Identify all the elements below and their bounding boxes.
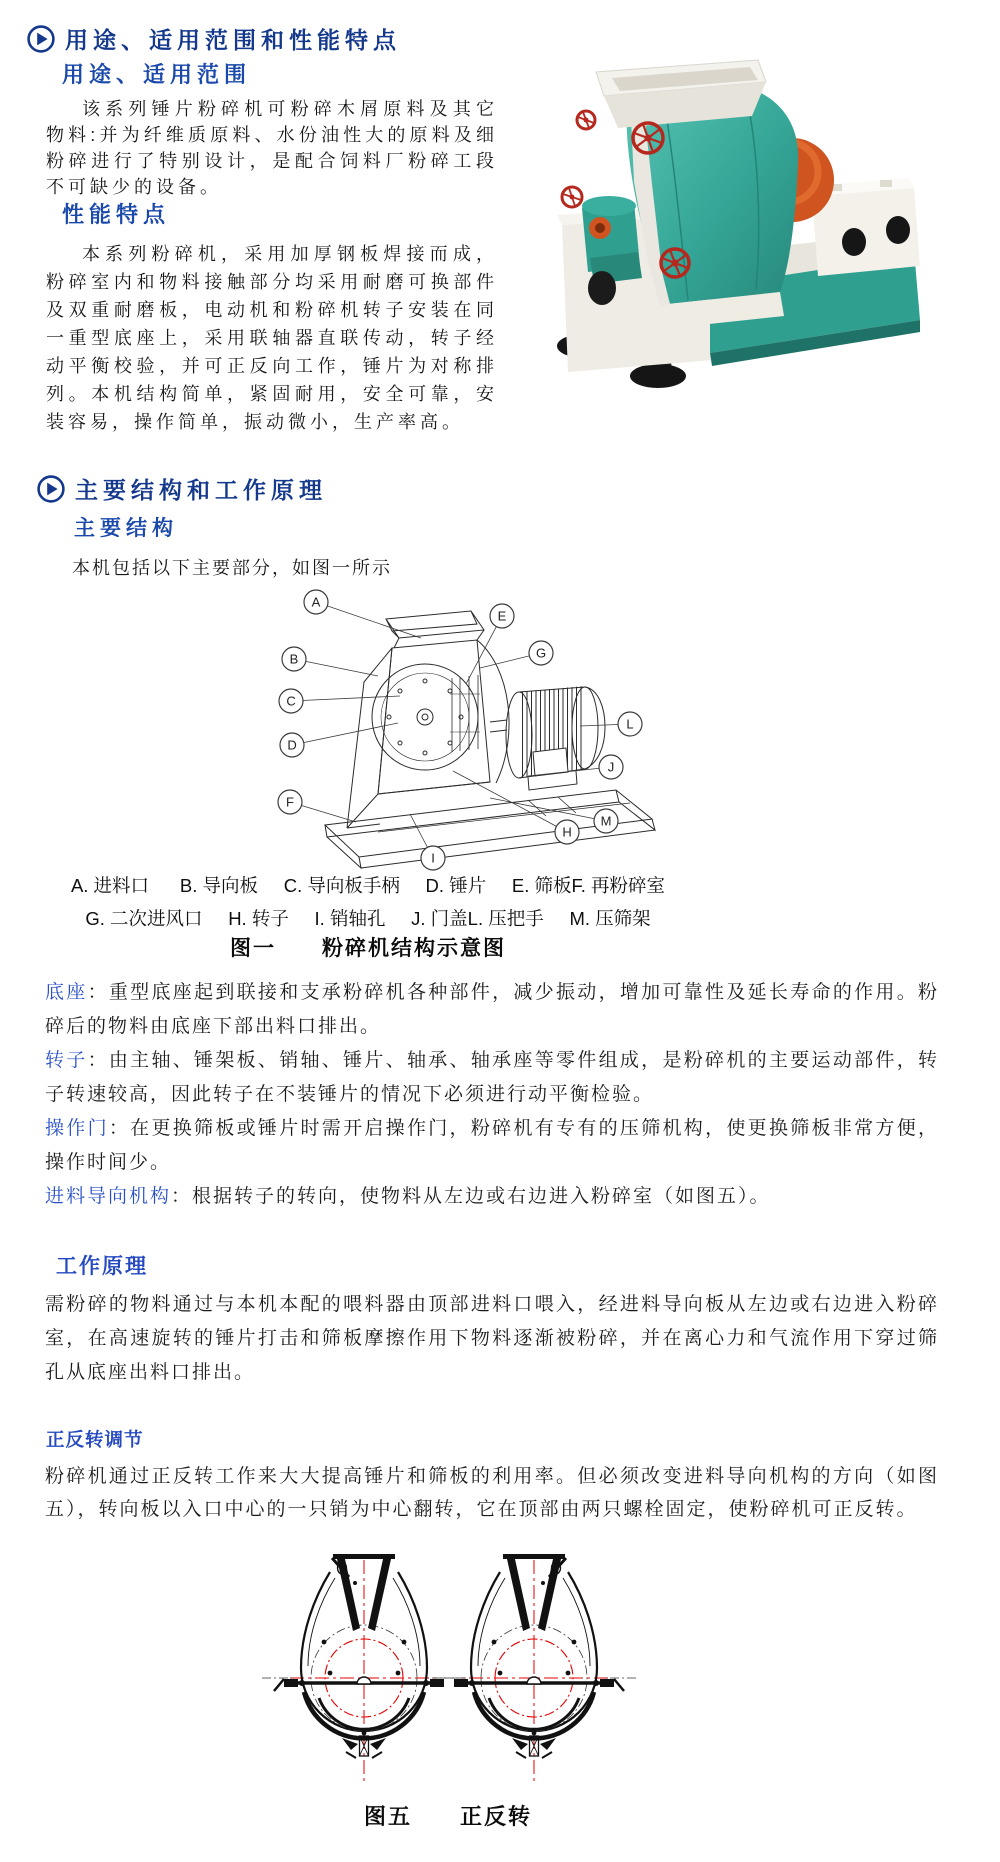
svg-text:B: B <box>289 651 299 667</box>
paragraph-door: 操作门：在更换筛板或锤片时需开启操作门，粉碎机有专有的压筛机构，使更换筛板非常方便，操作时间少。 <box>45 1118 939 1173</box>
svg-text:I: I <box>431 850 435 866</box>
arrow-circle-icon <box>26 24 56 54</box>
usage-paragraph: 该系列锤片粉碎机可粉碎木屑原料及其它物料:并为纤维质原料、水份油性大的原料及细粉碎进行了特别设计，是配合饲料厂粉碎工段不可缺少的设备。 <box>46 99 498 197</box>
svg-text:E: E <box>497 608 507 624</box>
callout-G <box>529 641 553 665</box>
term-base: 底座 <box>45 982 88 1003</box>
callout-I <box>421 846 445 870</box>
section2-subhead-structure: 主要结构 <box>74 517 178 540</box>
product-photo <box>462 20 1000 403</box>
svg-text:D: D <box>287 737 297 753</box>
callout-M <box>594 809 618 833</box>
term-door: 操作门 <box>45 1118 109 1139</box>
svg-text:J: J <box>607 759 615 775</box>
reverse-rotation-diagram <box>432 1554 636 1784</box>
bearing-assembly <box>582 196 642 284</box>
callout-A <box>304 590 328 614</box>
callout-F <box>278 790 302 814</box>
principle-heading: 工作原理 <box>56 1255 148 1278</box>
paragraph-rotor: 转子：由主轴、锤架板、销轴、锤片、轴承、轴承座等零件组成，是粉碎机的主要运动部件，转子转速较高，因此转子在不装锤片的情况下必须进行动平衡检验。 <box>45 1050 939 1105</box>
svg-text:M: M <box>600 813 612 829</box>
section1-title: 用途、适用范围和性能特点 <box>65 27 401 53</box>
section1-subhead-usage: 用途、适用范围 <box>62 62 252 87</box>
figure1-intro: 本机包括以下主要部分，如图一所示 <box>72 558 392 578</box>
section2-header <box>36 472 327 505</box>
paragraph-guide: 进料导向机构：根据转子的转向，使物料从左边或右边进入粉碎室（如图五）。 <box>45 1186 771 1207</box>
figure1-caption: 图一 粉碎机结构示意图 <box>230 937 506 960</box>
figure1-drawing <box>228 586 712 887</box>
svg-text:H: H <box>562 824 572 840</box>
callout-H <box>555 820 579 844</box>
section1-subhead-features: 性能特点 <box>62 202 171 227</box>
figure5-caption: 图五 正反转 <box>363 1804 532 1829</box>
arrow-circle-icon <box>36 474 66 504</box>
paragraph-base: 底座：重型底座起到联接和支承粉碎机各种部件，减少振动，增加可靠性及延长寿命的作用。粉碎后的物料由底座下部出料口排出。 <box>45 982 939 1037</box>
figure5-drawing <box>258 1554 638 1807</box>
principle-text: 需粉碎的物料通过与本机本配的喂料器由顶部进料口喂入，经进料导向板从左边或右边进入粉碎室，在高速旋转的锤片打击和筛板摩擦作用下物料逐渐被粉碎，并在离心力和气流作用下穿过筛孔从底座出料口排出。 <box>45 1294 939 1383</box>
callout-J <box>599 755 623 779</box>
structure-paragraphs <box>45 976 939 1214</box>
section2-title: 主要结构和工作原理 <box>75 477 327 503</box>
callout-L <box>618 712 642 736</box>
reverse-text: 粉碎机通过正反转工作来大大提高锤片和筛板的利用率。但必须改变进料导向机构的方向（如图五），转向板以入口中心的一只销为中心翻转，它在顶部由两只螺栓固定，使粉碎机可正反转。 <box>45 1466 939 1520</box>
section1-header <box>26 22 401 55</box>
callout-B <box>282 647 306 671</box>
features-paragraph: 本系列粉碎机，采用加厚钢板焊接而成，粉碎室内和物料接触部分均采用耐磨可换部件及双重耐磨板，电动机和粉碎机转子安装在同一重型底座上，采用联轴器直联传动，转子经动平衡校验，并可正反向工作，锤片为对称排列。本机结构简单，紧固耐用，安全可靠，安装容易，操作简单，振动微小，生产率高。 <box>46 244 498 432</box>
hammer-mill-photo-illustration <box>462 20 1000 398</box>
svg-text:C: C <box>286 693 296 709</box>
callout-E <box>490 604 514 628</box>
term-guide: 进料导向机构 <box>45 1186 172 1207</box>
svg-text:L: L <box>626 716 634 732</box>
callout-D <box>280 733 304 757</box>
figure1-parts-line1: A. 进料口 B. 导向板 C. 导向板手柄 D. 锤片 E. 筛板F. 再粉碎室 <box>70 875 666 896</box>
forward-rotation-diagram <box>262 1554 466 1784</box>
reverse-heading: 正反转调节 <box>46 1429 144 1450</box>
callout-C <box>279 689 303 713</box>
svg-text:F: F <box>286 794 294 810</box>
svg-text:G: G <box>535 645 547 661</box>
svg-text:A: A <box>311 594 321 610</box>
figure1-parts-line2: G. 二次进风口 H. 转子 I. 销轴孔 J. 门盖L. 压把手 M. 压筛架 <box>85 908 651 929</box>
term-rotor: 转子 <box>45 1050 88 1071</box>
